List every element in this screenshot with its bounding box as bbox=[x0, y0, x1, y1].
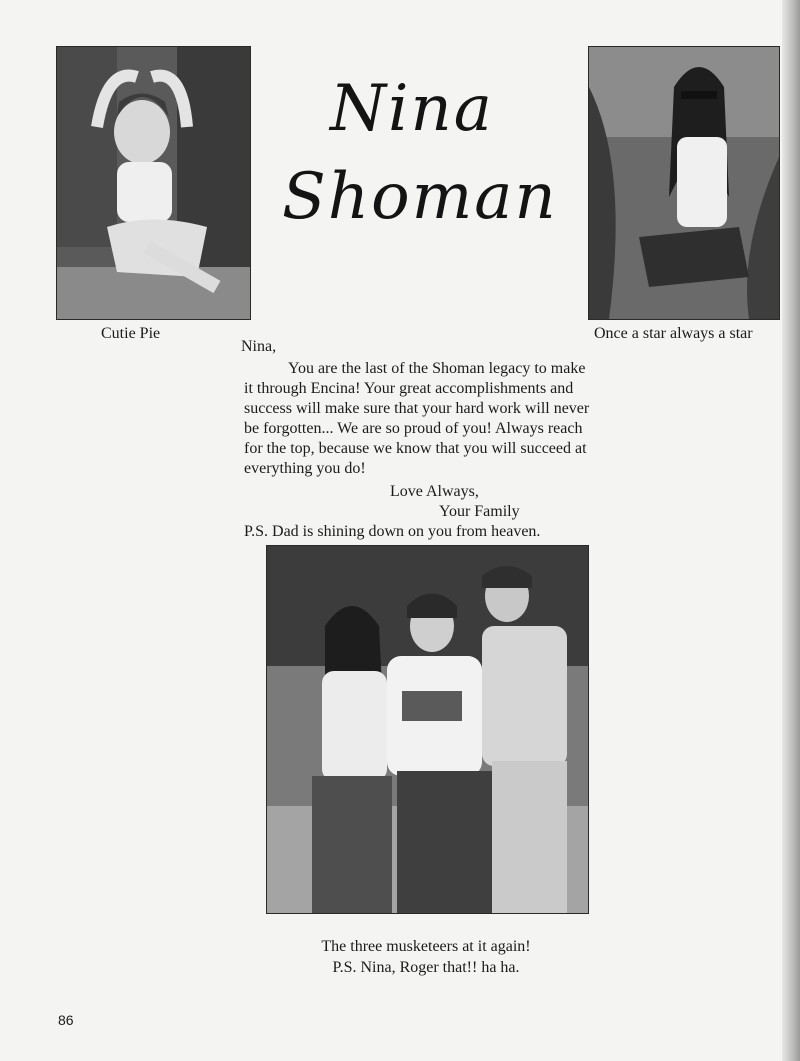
letter-body-line: be forgotten... We are so proud of you! Always reach bbox=[244, 420, 583, 437]
caption-three-musketeers: The three musketeers at it again! bbox=[321, 938, 531, 955]
caption-roger-that: P.S. Nina, Roger that!! ha ha. bbox=[332, 959, 520, 976]
caption-cutie-pie: Cutie Pie bbox=[101, 325, 161, 342]
letter-closing: Love Always, bbox=[390, 483, 479, 500]
page-edge-shadow bbox=[782, 0, 800, 1061]
letter-body-line: You are the last of the Shoman legacy to make bbox=[288, 360, 586, 377]
photo-child-sitting bbox=[56, 46, 251, 320]
letter-body-line: success will make sure that your hard work will never bbox=[244, 400, 590, 417]
photo-three-friends bbox=[266, 545, 589, 914]
caption-once-a-star: Once a star always a star bbox=[594, 325, 753, 342]
letter-greeting: Nina, bbox=[241, 338, 277, 355]
page-number: 86 bbox=[58, 1012, 74, 1028]
letter-body-line: everything you do! bbox=[244, 460, 366, 477]
letter-signature: Your Family bbox=[439, 503, 520, 520]
photo-girl-in-tree bbox=[588, 46, 780, 320]
letter-body-line: it through Encina! Your great accomplishments and bbox=[244, 380, 574, 397]
title-last-name: Shoman bbox=[282, 160, 558, 234]
letter-body-line: for the top, because we know that you will succeed at bbox=[244, 440, 587, 457]
title-first-name: Nina bbox=[330, 72, 494, 146]
letter-postscript: P.S. Dad is shining down on you from heaven. bbox=[244, 523, 541, 540]
letter-body bbox=[244, 359, 634, 479]
